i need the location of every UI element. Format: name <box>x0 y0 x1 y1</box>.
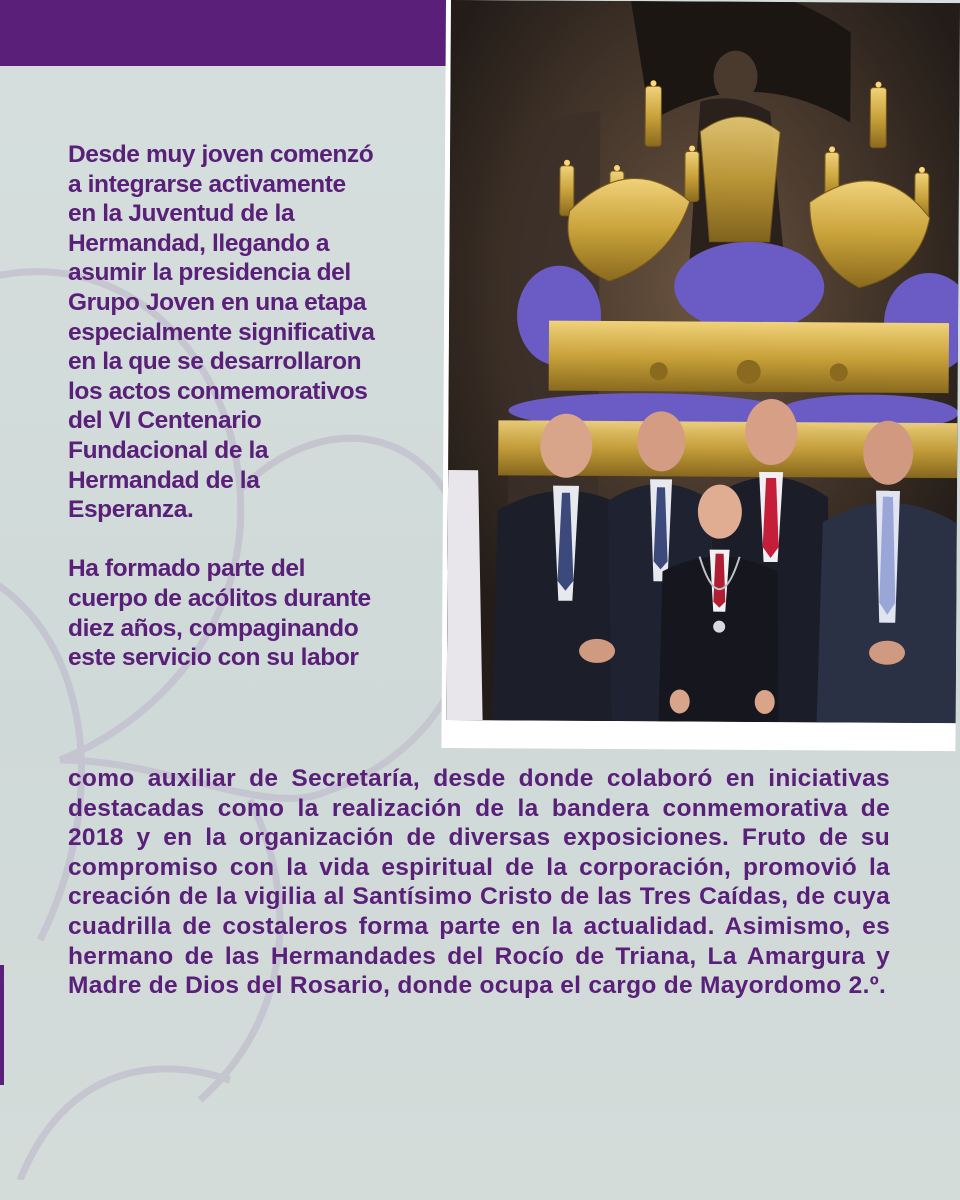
text-line: Hermandad, llegando a <box>68 229 330 257</box>
text-line: del VI Centenario <box>68 407 262 435</box>
photo-frame <box>441 0 960 751</box>
paragraph-gap <box>68 525 448 555</box>
text-line: cuerpo de acólitos durante <box>68 584 371 612</box>
text-line: los actos conmemorativos <box>68 377 368 405</box>
text-line: Ha formado parte del <box>68 555 306 583</box>
header-bar <box>0 0 474 66</box>
text-line: asumir la presidencia del <box>68 259 351 287</box>
text-line: especialmente significativa <box>68 318 375 346</box>
procession-photo <box>447 0 960 723</box>
text-line: Grupo Joven en una etapa <box>68 288 367 316</box>
text-line: Fundacional de la <box>68 436 269 464</box>
text-line: Desde muy joven comenzó <box>68 141 374 168</box>
text-line: diez años, compaginando <box>68 614 359 642</box>
text-line: Hermandad de la <box>68 466 260 494</box>
text-line: Esperanza. <box>68 496 194 524</box>
paragraph-continuation: como auxiliar de Secretaría, desde donde colaboró en iniciativas destacadas como la realización de la bandera conmemorativa de 2018 y en la organización de diversas exposiciones. Fruto de su compromiso con la vida espiritual de la corporación, promovió la creación de la vigilia al Santísimo Cristo de las Tres Caídas, de cuya cuadrilla de costaleros forma parte en la actualidad. Asimismo, es hermano de las Hermandades del Rocío de Triana, La Amargura y Madre de Dios del Rosario, donde ocupa el cargo de Mayordomo 2.º. <box>68 765 890 1000</box>
paragraph-intro <box>68 140 448 673</box>
text-line: a integrarse activamente <box>68 170 346 198</box>
text-line: en la Juventud de la <box>68 200 295 228</box>
text-line: este servicio con su labor <box>68 644 359 672</box>
photo-illustration <box>447 0 960 723</box>
text-line: en la que se desarrollaron <box>68 348 362 376</box>
